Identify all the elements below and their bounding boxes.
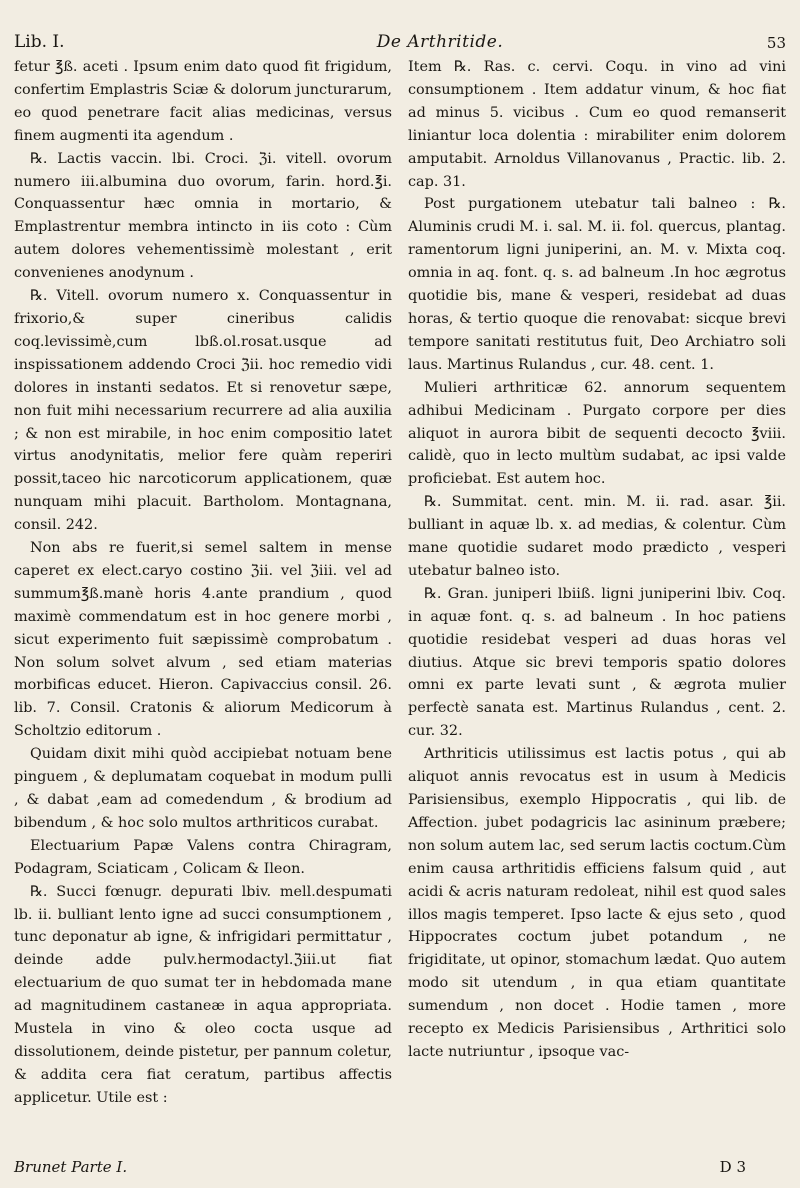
paragraph: ℞. Succi fœnugr. depurati lbiv. mell.despumati lb. ii. bulliant lento igne ad succi consumptionem , tunc deponatur ab igne, & infrigidari permittatur , deinde adde pulv.hermodactyl.ℨiii.ut fiat electuarium de quo sumat ter in hebdomada mane ad magnitudinem castaneæ in aqua appropriata. Mustela in vino & oleo cocta usque ad dissolutionem, deinde pistetur, per pannum coletur, & addita cera fiat ceratum, partibus affectis applicetur. Utile est : [14,883,392,1106]
paragraph: Non abs re fuerit,si semel saltem in mense caperet ex elect.caryo costino ℨii. vel ℨiii. vel ad summum℥ß.manè horis 4.ante prandium , quod maximè commendatum est in hoc genere morbi , sicut experimento fuit sæpissimè comprobatum . Non solum solvet alvum , sed etiam materias morbificas educet. Hieron. Capivaccius consil. 26. lib. 7. Consil. Cratonis & aliorum Medicorum à Scholtzio editorum . [14,540,392,740]
paragraph: Item ℞. Ras. c. cervi. Coqu. in vino ad vini consumptionem . Item addatur vinum, & hoc fiat ad minus 5. vicibus . Cum eo quod remanserit liniantur loca dolentia : mirabiliter enim dolorem amputabit. Arnoldus Villanovanus , Practic. lib. 2. cap. 31. [408,59,786,190]
paragraph: ℞. Vitell. ovorum numero x. Conquassentur in frixorio,& super cineribus calidis coq.levissimè,cum lbß.ol.rosat.usque ad inspissationem addendo Croci ℨii. hoc remedio vidi dolores in instanti sedatos. Et si renovetur sæpe, non fuit mihi necessarium recurrere ad alia auxilia ; & non est mirabile, in hoc enim compositio latet virtus anodynitatis, melior fere quàm reperiri possit,taceo hic narcoticorum applicationem, quæ nunquam mihi placuit. Bartholom. Montagnana, consil. 242. [14,288,392,534]
paragraph: Post purgationem utebatur tali balneo : ℞. Aluminis crudi M. i. sal. M. ii. fol. quercus, plantag. ramentorum ligni juniperini, an. M. v. Mixta coq. omnia in aq. font. q. s. ad balneum .In hoc ægrotus quotidie bis, mane & vesperi, residebat ad duas horas, & tertio quoque die renovabat: sicque brevi tempore sanitati restitutus fuit, Deo Archiatro soli laus. Martinus Rulandus , cur. 48. cent. 1. [408,196,786,373]
paragraph: Mulieri arthriticæ 62. annorum sequentem adhibui Medicinam . Purgato corpore per dies aliquot in aurora bibit de sequenti decocto ℥viii. calidè, quo in lecto multùm sudabat, ac ipsi valde proficiebat. Est autem hoc. [408,379,786,488]
paragraph: ℞. Summitat. cent. min. M. ii. rad. asar. ℥ii. bulliant in aquæ lb. x. ad medias, & colentur. Cùm mane quotidie sudaret modo prædicto , vesperi utebatur balneo isto. [408,494,786,579]
paragraph: Electuarium Papæ Valens contra Chiragram, Podagram, Sciaticam , Colicam & Ileon. [14,837,392,877]
right-column [408,56,786,1110]
paragraph: Quidam dixit mihi quòd accipiebat notuam bene pinguem , & deplumatam coquebat in modum pulli , & dabat ,eam ad comedendum , & brodium ad bibendum , & hoc solo multos arthriticos curabat. [14,746,392,831]
running-title: De Arthritide. [376,32,504,52]
paragraph: ℞. Lactis vaccin. lbi. Croci. ℨi. vitell. ovorum numero iii.albumina duo ovorum, farin. hord.℥i. Conquassentur hæc omnia in mortario, & Emplastrentur membra intincto in iis coto : Cùm autem dolores vehementissimè molestant , erit convenienes anodynum . [14,150,392,282]
page-footer [14,1158,786,1176]
page-number: 53 [766,34,786,52]
text-columns [14,56,786,1110]
paragraph: ℞. Gran. juniperi lbiiß. ligni juniperini lbiv. Coq. in aquæ font. q. s. ad balneum . In hoc patiens quotidie residebat vesperi ad duas horas vel diutius. Atque sic brevi temporis spatio dolores omni ex parte levati sunt , & ægrota mulier perfectè sanata est. Martinus Rulandus , cent. 2. cur. 32. [408,585,786,740]
catchword: Brunet Parte I. [14,1158,128,1176]
book-number: Lib. I. [14,32,65,52]
paragraph: Arthriticis utilissimus est lactis potus , qui ab aliquot annis revocatus est in usum à Medicis Parisiensibus, exemplo Hippocratis , qui lib. de Affection. jubet podagricis lac asininum præbere; non solum autem lac, sed serum lactis coctum.Cùm enim causa arthritidis efficiens falsum quid , aut acidi & acris naturam redoleat, nihil est quod sales illos magis temperet. Ipso lacte & ejus seto , quod Hippocrates coctum jubet potandum , ne frigiditate, ut opinor, stomachum lædat. Quo autem modo sit utendum , in qua etiam quantitate sumendum , non docet . Hodie tamen , more recepto ex Medicis Parisiensibus , Arthritici solo lacte nutriuntur , ipsoque vac- [408,746,786,1060]
paragraph: fetur ℥ß. aceti . Ipsum enim dato quod fit frigidum, confertim Emplastris Sciæ & dolorum juncturarum, eo quod penetrare facit alias medicinas, versus finem augmenti ita agendum . [14,59,392,144]
running-header [14,18,786,52]
left-column [14,56,392,1110]
signature-mark: D 3 [719,1158,746,1176]
